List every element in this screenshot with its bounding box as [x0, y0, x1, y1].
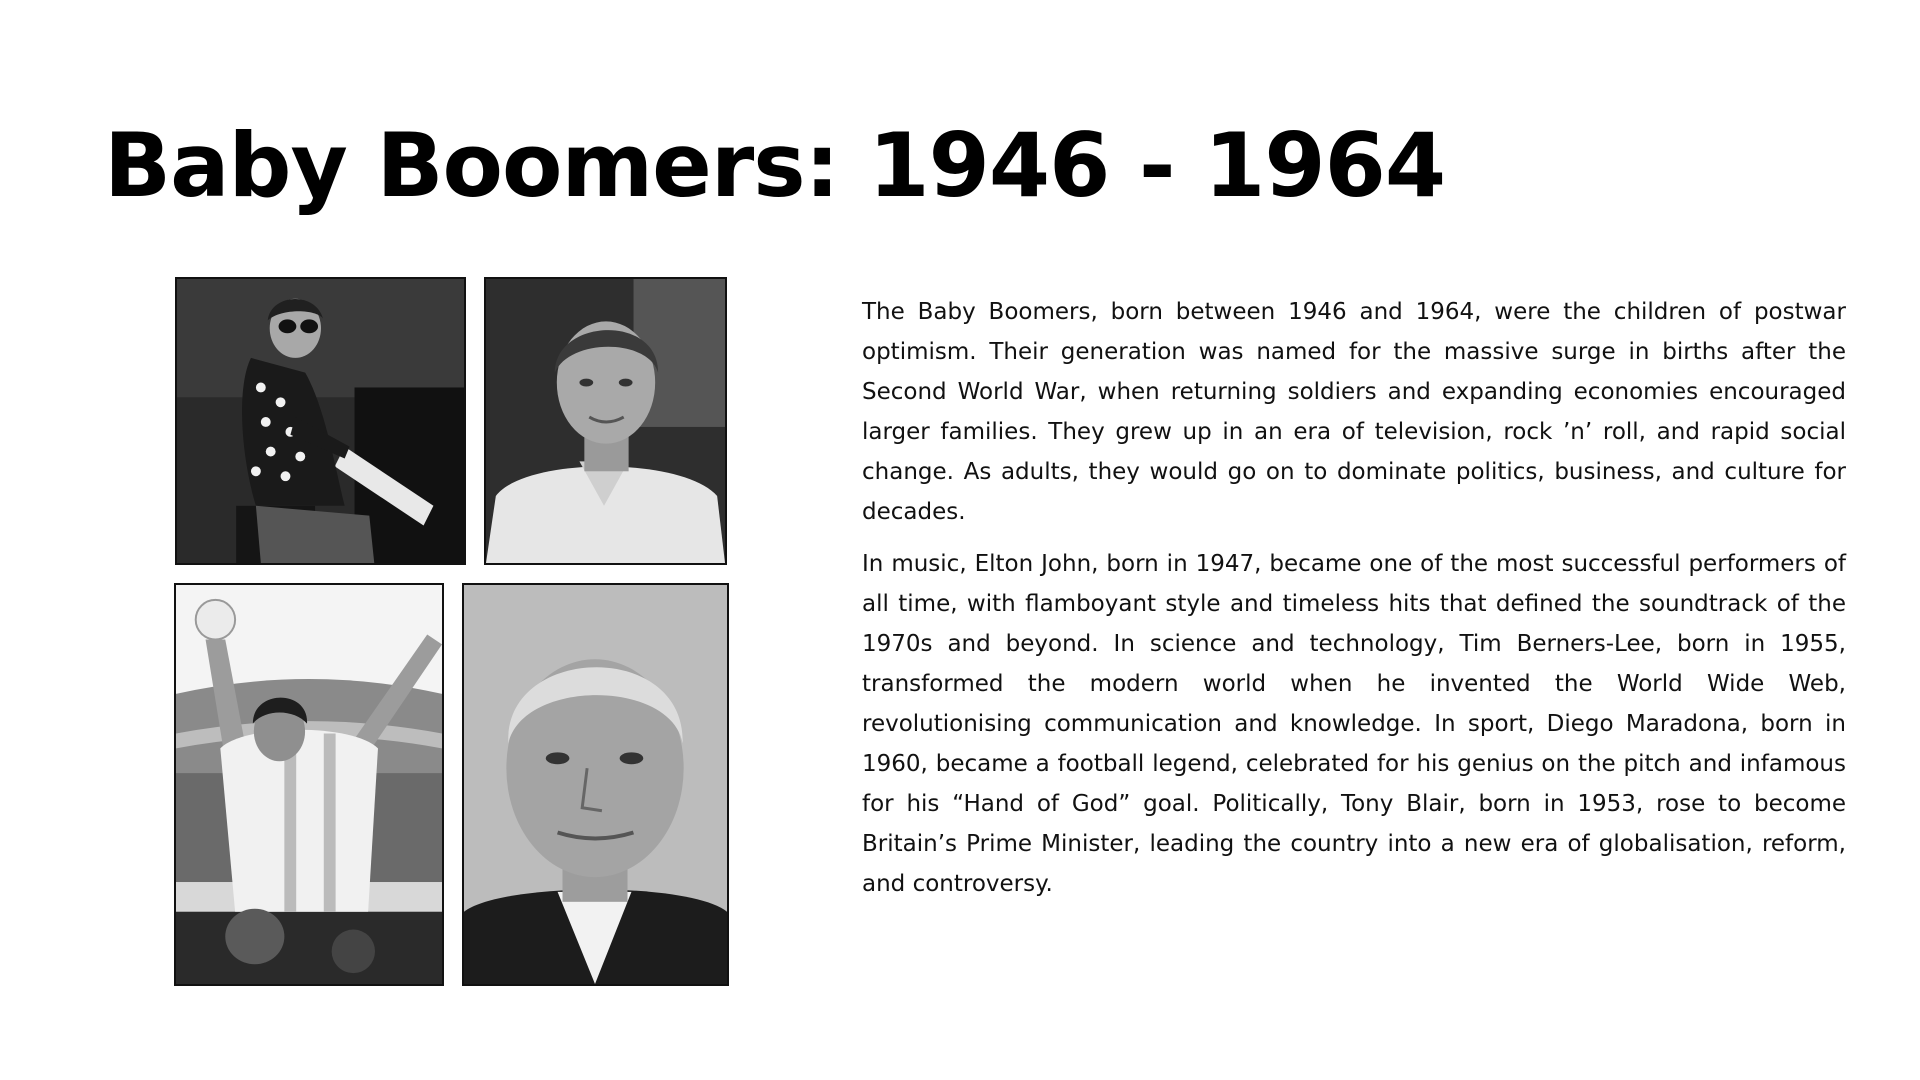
photo-tony-blair-image [464, 585, 727, 984]
photo-tim-berners-lee-image [486, 279, 725, 563]
photo-diego-maradona-image [176, 585, 442, 984]
slide-title: Baby Boomers: 1946 - 1964 [104, 114, 1446, 217]
photo-elton-john-image [177, 279, 464, 563]
paragraph-intro: The Baby Boomers, born between 1946 and 1964, were the children of postwar optimism. Their generation was named for the massive surge in births after the Second World War, when returning soldiers and expanding economies encouraged larger families. They grew up in an era of television, rock ’n’ roll, and rapid social change. As adults, they would go on to dominate politics, business, and culture for decades. [862, 299, 1846, 525]
photo-tim-berners-lee [484, 277, 727, 565]
photo-tony-blair [462, 583, 729, 986]
photo-diego-maradona [174, 583, 444, 986]
photo-elton-john [175, 277, 466, 565]
paragraph-figures: In music, Elton John, born in 1947, became one of the most successful performers of all time, with flamboyant style and timeless hits that defined the soundtrack of the 1970s and beyond. In science and technology, Tim Berners-Lee, born in 1955, transformed the modern world when he invented the World Wide Web, revolutionising communication and knowledge. In sport, Diego Maradona, born in 1960, became a football legend, celebrated for his genius on the pitch and infamous for his “Hand of God” goal. Politically, Tony Blair, born in 1953, rose to become Britain’s Prime Minister, leading the country into a new era of globalisation, reform, and controversy. [862, 551, 1846, 897]
body-text [862, 292, 1846, 916]
